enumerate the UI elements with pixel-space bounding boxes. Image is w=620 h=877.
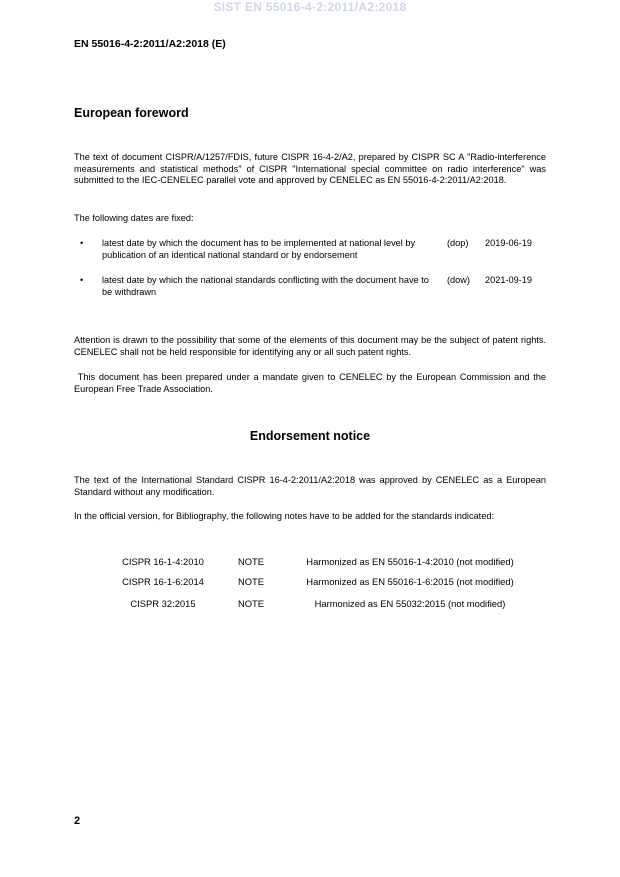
date-item-code: (dow) bbox=[447, 275, 470, 285]
harmonized-text: Harmonized as EN 55016-1-4:2010 (not modified) bbox=[306, 556, 514, 567]
dates-intro: The following dates are fixed: bbox=[74, 213, 194, 223]
date-item-value: 2021-09-19 bbox=[485, 275, 532, 285]
standard-id: CISPR 16-1-6:2014 bbox=[122, 576, 204, 587]
standard-id: CISPR 16-1-4:2010 bbox=[122, 556, 204, 567]
standard-row bbox=[74, 598, 546, 612]
date-item-value: 2019-06-19 bbox=[485, 238, 532, 248]
watermark: SIST EN 55016-4-2:2011/A2:2018 bbox=[213, 0, 407, 14]
endorsement-paragraph: The text of the International Standard CISPR 16-4-2:2011/A2:2018 was approved by CENELEC as a European Standard without any modification. bbox=[74, 475, 546, 497]
date-item-dow bbox=[74, 275, 546, 301]
note-label: NOTE bbox=[237, 598, 265, 609]
note-label: NOTE bbox=[237, 556, 265, 567]
note-label: NOTE bbox=[237, 576, 265, 587]
standard-row bbox=[74, 576, 546, 590]
standard-row bbox=[74, 556, 546, 570]
mandate-note: This document has been prepared under a mandate given to CENELEC by the European Commission and the European Free Trade Association. bbox=[74, 372, 549, 394]
document-identifier: EN 55016-4-2:2011/A2:2018 (E) bbox=[74, 38, 226, 50]
harmonized-text: Harmonized as EN 55032:2015 (not modified) bbox=[314, 598, 506, 609]
standard-id: CISPR 32:2015 bbox=[130, 598, 196, 609]
bullet-icon: • bbox=[80, 238, 84, 248]
date-item-code: (dop) bbox=[447, 238, 469, 248]
foreword-paragraph: The text of document CISPR/A/1257/FDIS, future CISPR 16-4-2/A2, prepared by CISPR SC A "Radio-interference measurements and statistical methods" of CISPR "International special committee on radio interference" was submitted to the IEC-CENELEC parallel vote and approved by CENELEC as EN 55016-4-2:2011/A2:2018. bbox=[74, 152, 546, 185]
date-item-text: latest date by which the document has to be implemented at national level by publication of an identical national standard or by endorsement bbox=[102, 238, 416, 260]
patent-note: Attention is drawn to the possibility that some of the elements of this document may be the subject of patent rights. CENELEC shall not be held responsible for identifying any or all such patent rights. bbox=[74, 335, 546, 357]
foreword-title: European foreword bbox=[74, 106, 189, 120]
date-item-dop bbox=[74, 238, 546, 264]
bullet-icon: • bbox=[80, 275, 84, 285]
page-number: 2 bbox=[74, 815, 81, 827]
harmonized-text: Harmonized as EN 55016-1-6:2015 (not modified) bbox=[306, 576, 514, 587]
date-item-text: latest date by which the national standards conflicting with the document have to be withdrawn bbox=[102, 275, 429, 297]
bibliography-note: In the official version, for Bibliography, the following notes have to be added for the standards indicated: bbox=[74, 511, 494, 521]
endorsement-title: Endorsement notice bbox=[249, 429, 371, 443]
